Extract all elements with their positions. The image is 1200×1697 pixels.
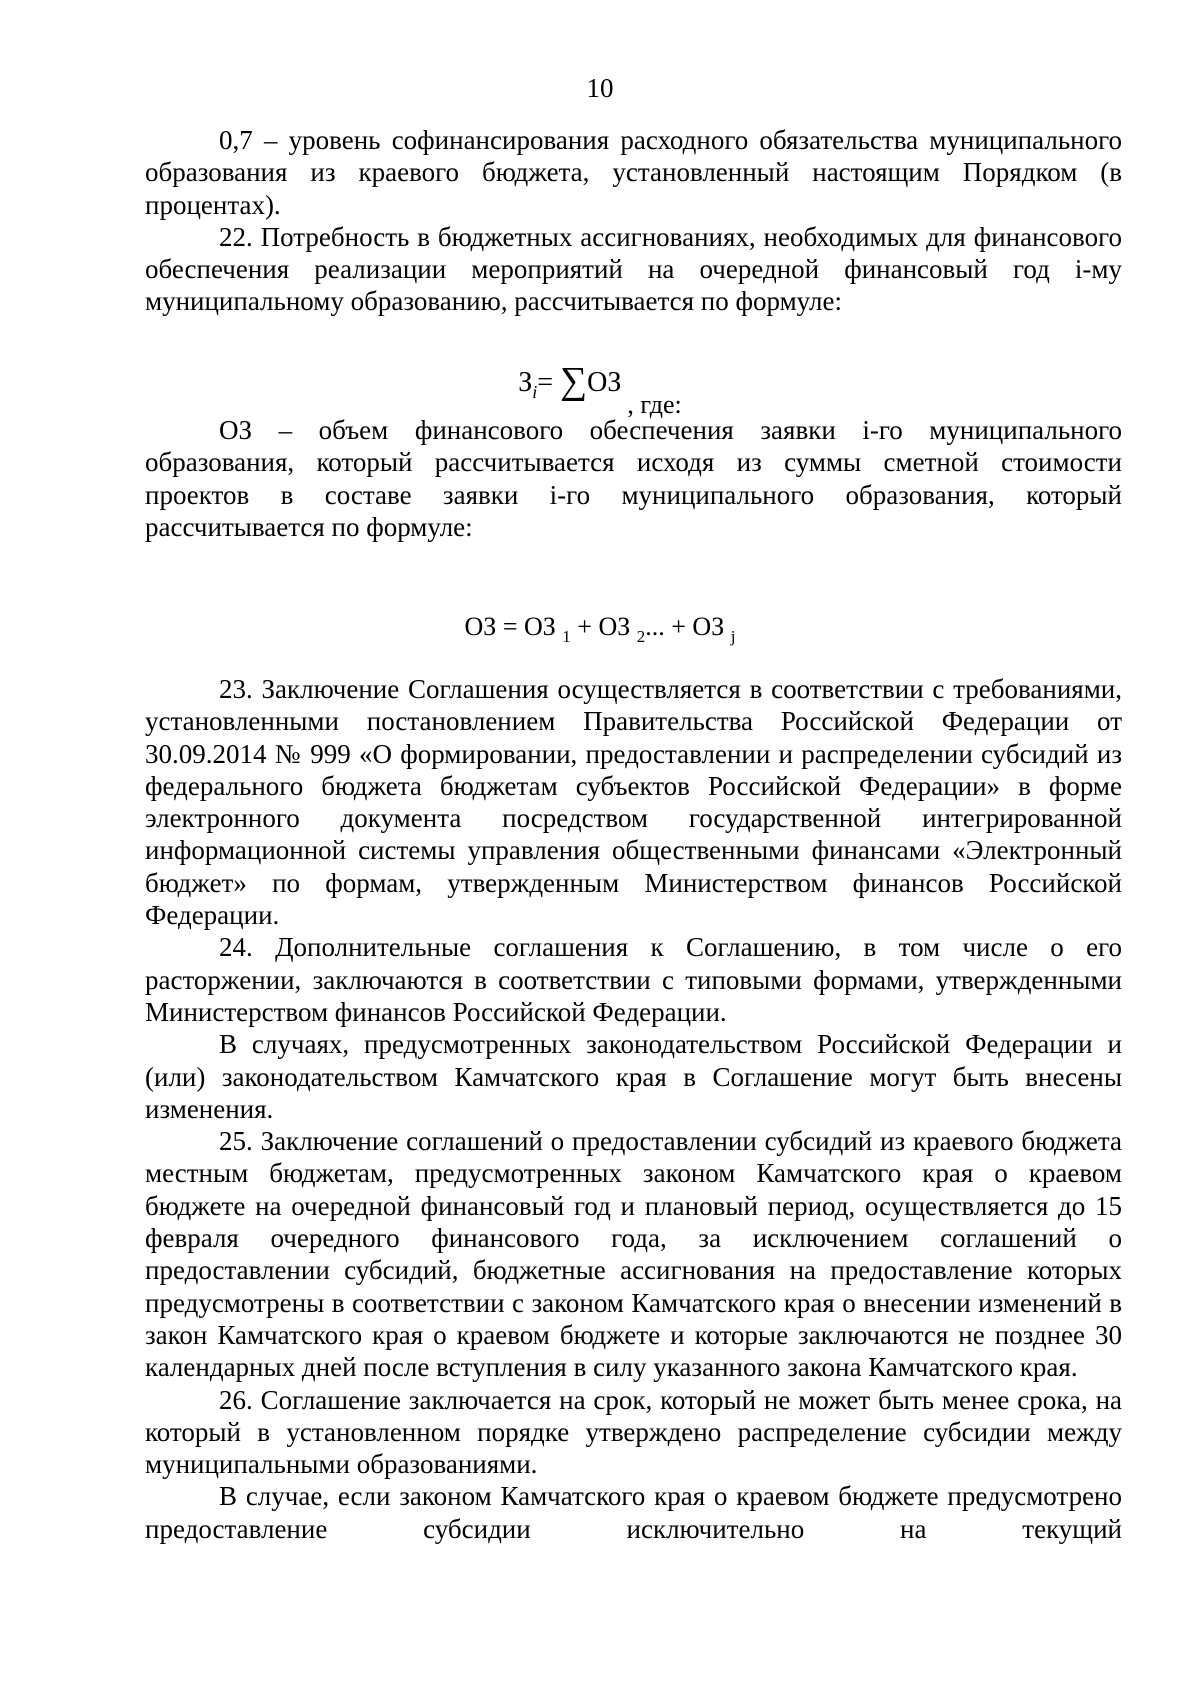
formula-lhs-subscript: i (532, 382, 538, 402)
paragraph-26: 26. Соглашение заключается на срок, который не может быть менее срока, на который в установленном порядке утверждено распределение субсидии между муниципальными образованиями. (145, 1384, 1122, 1480)
paragraph-24: 24. Дополнительные соглашения к Соглашению, в том числе о его расторжении, заключаются в соответствии с типовыми формами, утвержденными Министерством финансов Российской Федерации. (145, 932, 1122, 1027)
paragraph-cofinancing-level: 0,7 – уровень софинансирования расходного обязательства муниципального образования из краевого бюджета, установленный настоящим Порядком (в процентах). (145, 125, 1122, 220)
text-block-bottom (145, 673, 1122, 1545)
page-number: 10 (586, 73, 614, 103)
formula-lhs: З (518, 367, 533, 398)
text-block-mid (145, 414, 1122, 543)
formula-equals: = (537, 367, 561, 398)
paragraph-25: 25. Заключение соглашений о предоставлении субсидий из краевого бюджета местным бюджетам, предусмотренных законом Камчатского края о краевом бюджете на очередной финансовый год и плановый период, осуществляется до 15 февраля очередного финансового года, за исключением соглашений о предоставлении субсидий, бюджетные ассигнования на предоставление которых предусмотрены в соответствии с законом Камчатского края о внесении изменений в закон Камчатского края о краевом бюджете и которые заключаются не позднее 30 календарных дней после вступления в силу указанного закона Камчатского края. (145, 1126, 1122, 1383)
formula2-sub2: 2 (636, 627, 646, 646)
paragraph-26-case: В случае, если законом Камчатского края о краевом бюджете предусмотрено предоставление субсидии исключительно на текущий (145, 1481, 1122, 1544)
formula2-part3: ... + ОЗ (645, 612, 731, 641)
formula-z-i (0, 360, 1200, 419)
paragraph-oz-definition: ОЗ – объем финансового обеспечения заявки i-го муниципального образования, который рассчитывается исходя из суммы сметной стоимости проектов в составе заявки i-го муниципального образования, который рассчитывается по формуле: (145, 415, 1122, 542)
formula-oz-sum (0, 611, 1200, 646)
formula-where: , где: (627, 390, 682, 419)
formula-rhs: ОЗ (587, 367, 622, 398)
formula2-subj: j (730, 627, 736, 646)
paragraph-22: 22. Потребность в бюджетных ассигнованиях, необходимых для финансового обеспечения реализации мероприятий на очередной финансовый год i-му муниципальному образованию, рассчитывается по формуле: (145, 221, 1122, 317)
formula2-lhs: ОЗ = ОЗ (464, 612, 563, 641)
formula2-part2: + ОЗ (570, 612, 637, 641)
paragraph-23: 23. Заключение Соглашения осуществляется в соответствии с требованиями, установленными постановлением Правительства Российской Федерации от 30.09.2014 № 999 «О формировании, предоставлении и распределении субсидий из федерального бюджета бюджетам субъектов Российской Федерации» в форме электронного документа посредством государственной интегрированной информационной системы управления общественными финансами «Электронный бюджет» по формам, утвержденным Министерством финансов Российской Федерации. (145, 674, 1122, 931)
paragraph-24-changes: В случаях, предусмотренных законодательством Российской Федерации и (или) законодательством Камчатского края в Соглашение могут быть внесены изменения. (145, 1029, 1122, 1124)
text-block-top (145, 124, 1122, 318)
sigma-symbol: ∑ (560, 360, 588, 402)
formula2-sub1: 1 (562, 627, 571, 646)
